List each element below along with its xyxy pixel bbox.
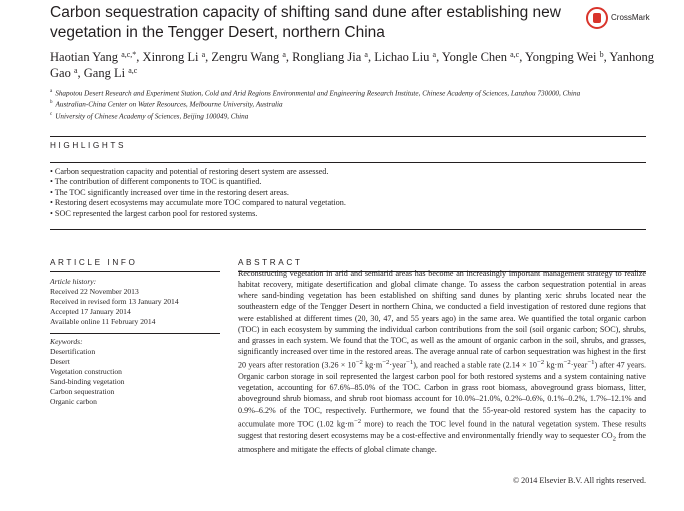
affiliation-line: $^c$ University of Chinese Academy of Sciences, Beijing 100049, China	[50, 111, 249, 121]
crossmark-badge[interactable]	[586, 4, 666, 32]
author-name[interactable]: Yongle Chen $^{a,c}$	[441, 50, 520, 64]
affiliation-mark: a	[282, 50, 286, 59]
highlight-item: • The TOC significantly increased over time in the restoring desert areas.	[50, 187, 289, 197]
crossmark-label: CrossMark	[611, 13, 650, 22]
highlights-list	[50, 167, 610, 219]
author-name[interactable]: Yanhong Gao $^a$	[50, 50, 654, 80]
keyword-item: Organic carbon	[50, 397, 97, 406]
affiliation-line: $^a$ Shapotou Desert Research and Experiment Station, Cold and Arid Regions Environmental and Engineering Research Institute, Chinese Academy of Sciences, Lanzhou 730000, China	[50, 89, 581, 98]
article-history	[50, 277, 220, 327]
highlight-item: • The contribution of different components to TOC is quantified.	[50, 177, 262, 187]
highlight-item: • SOC represented the largest carbon pool for restored systems.	[50, 208, 258, 218]
history-entry: Accepted 17 January 2014	[50, 307, 131, 316]
author-name[interactable]: Zengru Wang $^a$	[211, 50, 286, 64]
keyword-item: Carbon sequestration	[50, 387, 115, 396]
keyword-item: Desert	[50, 357, 70, 366]
divider	[50, 271, 220, 272]
affiliation-mark: a,c,*	[121, 50, 137, 59]
affiliation-mark: a,c	[510, 50, 520, 59]
abstract-text: Reconstructing vegetation in arid and semiarid areas has become an increasingly important management strategy to realize habitat recovery, mitigate desertification and global climate change. To assess the carbon sequestration potential in areas where sand-binding vegetation has been established on shifting sand dunes by planting xeric shrubs located near the southeastern edge of the Tengger Desert in northern China, we conducted a field investigation of restored dune regions that were established at different times (20, 30, 47, and 55 years ago) in the same area. We quantified the total organic carbon (TOC) in each ecosystem by summing the individual carbon contributions from the soil (soil organic carbon; SOC), shrubs, and grasses in each system. We found that the TOC, as well as the amount of organic carbon in the soil, shrubs, and grasses, significantly increased over time in the restored areas. The average annual rate of carbon sequestration was highest in the first 20 years after restoration ($3.26 \times 10^{-2}$ $kg\cdot m^{-2}\cdot year^{-1}$), and reached a stable rate ($2.14 \times 10^{-2}$ $kg\cdot m^{-2}\cdot year^{-1}$) after 47 years. Organic carbon storage in soil represented the largest carbon pool for both restored systems and a system containing native vegetation, accounting for 67.6%–85.0% of the TOC. Carbon in grass root biomass, aboveground grass biomass, litter, aboveground shrub biomass, and shrub root biomass account for 10.0%–21.0%, 0.2%–0.6%, 0.1%–0.2%, 1.7%–12.1% and 0.9%–6.2% of the TOC, respectively. Furthermore, we found that the 55-year-old restored system has the capacity to accumulate more TOC (1.02 $kg\cdot m^{-2}$ more) to reach the TOC level found in the natural vegetation system. These results suggest that restoring desert ecosystems may be a cost-effective and environmentally friendly way to sequester $CO_2$ from the atmosphere and mitigate the effects of global climate change.	[238, 269, 647, 455]
history-entry: Received in revised form 13 January 2014	[50, 297, 179, 306]
divider	[50, 333, 220, 334]
highlight-item: • Carbon sequestration capacity and potential of restoring desert system are assessed.	[50, 167, 329, 176]
author-name[interactable]: Haotian Yang $^{a,c,*}$	[50, 50, 137, 64]
affiliation-mark: a	[364, 50, 368, 59]
affiliation-mark: a	[73, 66, 78, 75]
author-name[interactable]: Xinrong Li $^a$	[142, 50, 206, 64]
copyright-notice: © 2014 Elsevier B.V. All rights reserved.	[512, 476, 646, 485]
divider	[50, 229, 646, 230]
author-name[interactable]: Rongliang Jia $^a$	[292, 50, 368, 64]
highlights-heading: HIGHLIGHTS	[50, 141, 127, 150]
keyword-item: Vegetation construction	[50, 367, 122, 376]
author-name[interactable]: Yongping Wei $^b$	[524, 50, 604, 64]
paper-title: Carbon sequestration capacity of shifting sand dune after establishing new vegetation in the Tengger Desert, northern China	[50, 4, 561, 41]
crossmark-icon	[586, 7, 608, 29]
article-info-heading: ARTICLE INFO	[50, 258, 138, 267]
article-history-label: Article history:	[50, 277, 97, 286]
divider	[50, 136, 646, 137]
divider	[50, 162, 646, 163]
history-entry: Available online 11 February 2014	[50, 317, 156, 326]
keywords-label: Keywords:	[50, 337, 83, 346]
affiliation-mark: a	[201, 50, 206, 59]
affiliation-mark: b	[599, 50, 604, 59]
affiliation-line: $^b$ Australian-China Center on Water Resources, Melbourne University, Australia	[50, 100, 283, 109]
keyword-item: Sand-binding vegetation	[50, 377, 125, 386]
history-entry: Received 22 November 2013	[50, 287, 139, 296]
author-name[interactable]: Gang Li $^{a,c}$	[83, 66, 138, 80]
highlight-item: • Restoring desert ecosystems may accumulate more TOC compared to natural vegetation.	[50, 198, 346, 208]
author-list: Haotian Yang $^{a,c,*}$, Xinrong Li $^a$, Zengru Wang $^a$, Rongliang Jia $^a$, Lichao Liu $^a$, Yongle Chen $^{a,c}$, Yongping Wei $^b$, Yanhong Gao $^a$, Gang Li $^{a,c}$	[50, 50, 654, 80]
affiliation-mark: a	[432, 50, 437, 59]
affiliation-mark: a,c	[128, 66, 138, 75]
keywords	[50, 337, 220, 407]
author-name[interactable]: Lichao Liu $^a$	[374, 50, 437, 64]
abstract-heading: ABSTRACT	[238, 258, 303, 267]
affiliations	[50, 87, 670, 121]
keyword-item: Desertification	[50, 347, 96, 356]
